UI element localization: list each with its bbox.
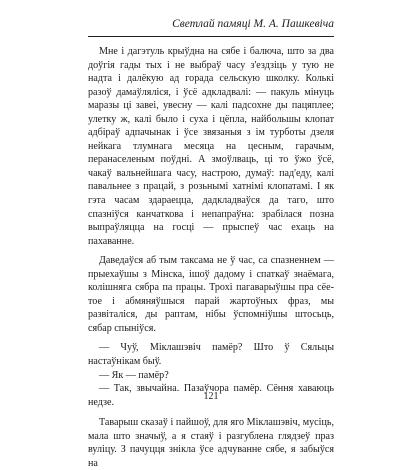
paragraph: Мне і дагэтуль крыўдна на сябе і балюча, што за два доўгія гады тых і не выбраў часу з'ездзіць у тую не надта і далёкую ад горада сельскую школку. Колькі разоў дамаўляліся, і ўсё адкладвалі: — пакуль мінуць маразы ці завеі, увесну — калі падсохне ды пацяплее; улетку ж, калі было і суха і цёпла, найбольшы клопат адбіраў адпачынак і ўсе звязаныя з ім турботы дзеля нейкага тлумнага месяца на цесным, гарачым, перанаселеным поўдні. А змоўлваць, ці то ўжо ўсё, чакаў вальнейшага часу, настрою, думаў: пад'еду, калі павальнее з працай, з розьнымі хатнімі клопатамі. І як гэта часам здараецца, дадкладваўся да таго, што спазніўся канчаткова і непапраўна: зрабілася позна выпраўляцца на госці — прыспеў час ехаць на пахаванне. <box>88 46 334 247</box>
dialogue-line: — Чуў, Міклашэвіч памёр? Што ў Сяльцы настаўнікам быў. <box>88 342 334 368</box>
page-number: 121 <box>203 391 219 402</box>
paragraph: Таварыш сказаў і пайшоў, для яго Міклашэвіч, мусіць, мала што значыў, а я стаяў і разгублена глядзеў праз вуліцу. З пачуцця знікла ўсе адчуванне сябе, я забыўся на <box>88 417 334 469</box>
body-text <box>88 45 334 470</box>
paragraph: Даведаўся аб тым таксама не ў час, са спазненнем — прыехаўшы з Мінска, ішоў дадому і спаткаў знаёмага, колішняга сябра па працы. Трохі пагаварыўшы пра сёе-тое і абмяняўшыся парай жартоўных фраз, мы развіталіся, ды раптам, нібы ўспомніўшы штосьць, сябар спыніўся. <box>88 255 334 334</box>
running-title: Светлай памяці М. А. Пашкевіча <box>88 17 334 37</box>
dialogue-line: — Так, звычайна. Пазаўчора памёр. Сёння хаваюць недзе. <box>88 383 334 408</box>
dialogue-line: — Як — памёр? <box>99 369 169 381</box>
